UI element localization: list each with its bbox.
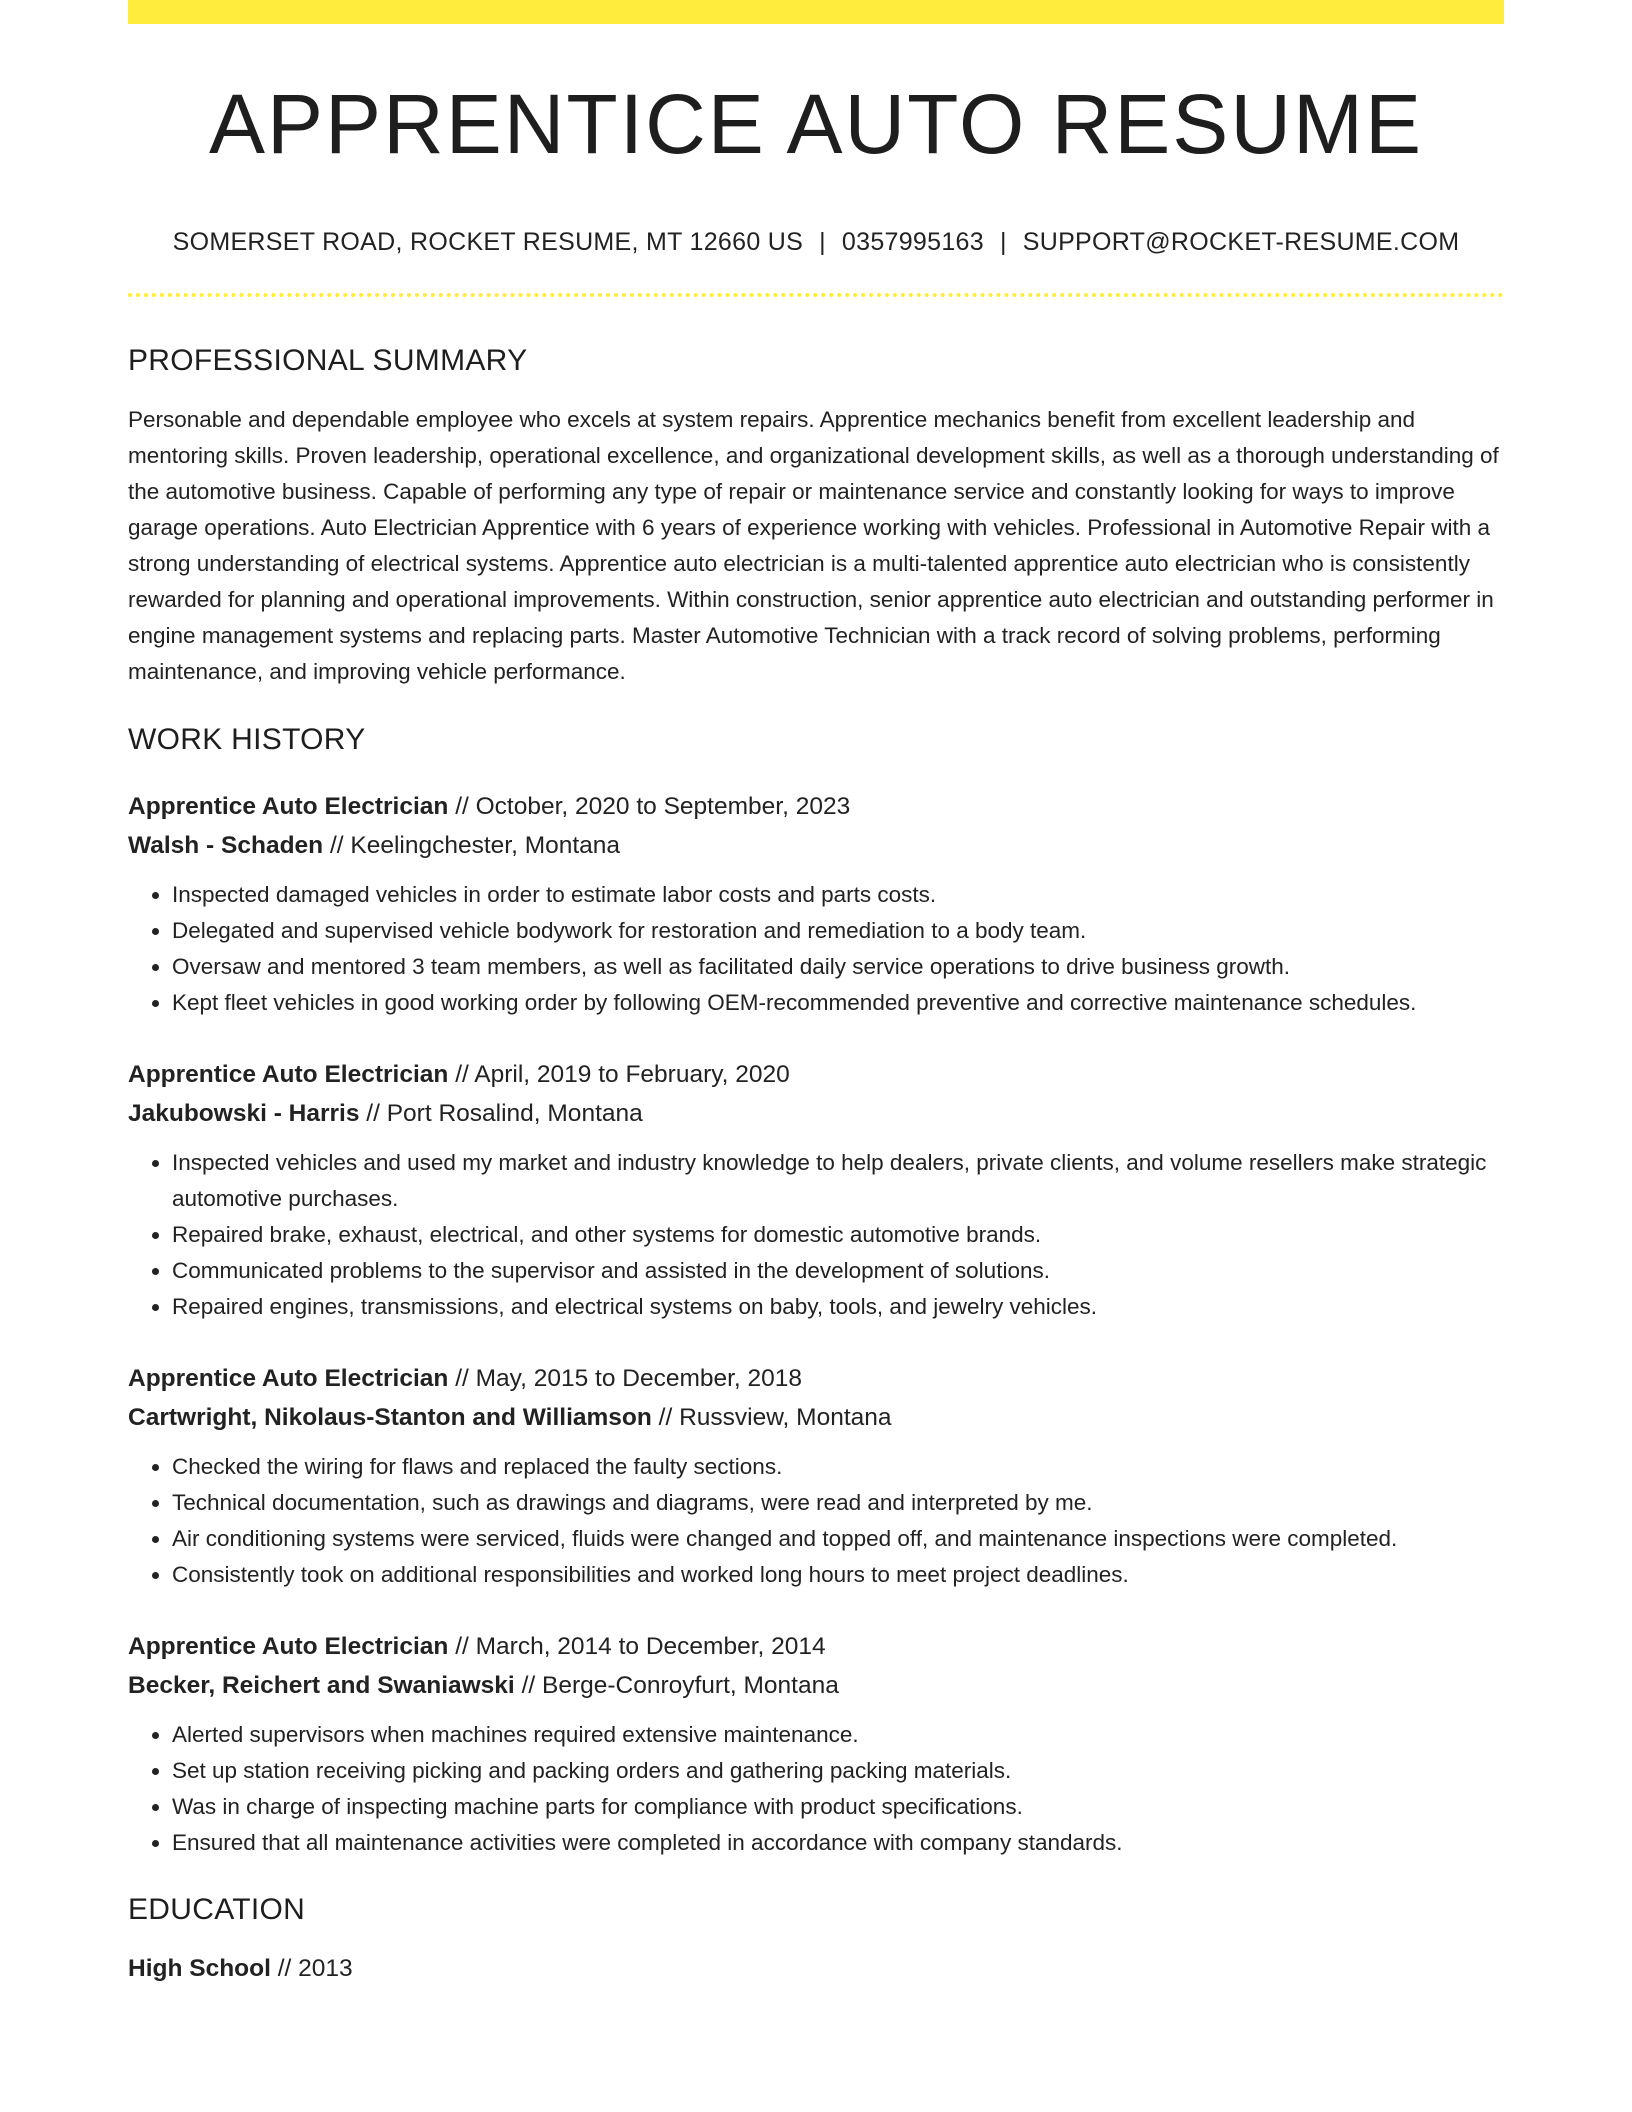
- resume-page: [128, 0, 1504, 1988]
- job-title: Apprentice Auto Electrician: [128, 793, 449, 820]
- job-bullet: • Consistently took on additional responsibilities and worked long hours to meet project deadlines.: [172, 1557, 1504, 1593]
- job-title-line: [128, 787, 1504, 826]
- job-bullet: • Communicated problems to the supervisor and assisted in the development of solutions.: [172, 1253, 1504, 1289]
- contact-line: [128, 228, 1504, 257]
- dotted-divider: [128, 293, 1504, 297]
- job-bullets: [128, 1449, 1504, 1593]
- resume-title: APPRENTICE AUTO RESUME: [208, 77, 1423, 171]
- contact-address: SOMERSET ROAD, ROCKET RESUME, MT 12660 US: [172, 228, 804, 256]
- job-bullet: • Set up station receiving picking and packing orders and gathering packing materials.: [172, 1753, 1504, 1789]
- job-title-line: [128, 1627, 1504, 1666]
- job-location: // Keelingchester, Montana: [329, 832, 621, 859]
- job-company-line: [128, 1094, 1504, 1133]
- contact-separator: |: [999, 228, 1007, 256]
- job-bullet: • Repaired engines, transmissions, and electrical systems on baby, tools, and jewelry vehicles.: [172, 1289, 1504, 1325]
- job-entry: [128, 1055, 1504, 1325]
- education-heading: EDUCATION: [128, 1893, 306, 1926]
- job-title-line: [128, 1359, 1504, 1398]
- job-bullet: • Inspected damaged vehicles in order to estimate labor costs and parts costs.: [172, 877, 1504, 913]
- job-entry: [128, 787, 1504, 1021]
- education-entry: [128, 1949, 1504, 1988]
- education-degree: High School: [128, 1955, 271, 1982]
- job-bullets: [128, 1717, 1504, 1861]
- job-title: Apprentice Auto Electrician: [128, 1633, 449, 1660]
- job-bullet: • Inspected vehicles and used my market and industry knowledge to help dealers, private clients, and volume resellers make strategic automotive purchases.: [172, 1145, 1504, 1217]
- summary-heading: PROFESSIONAL SUMMARY: [128, 344, 528, 377]
- job-title: Apprentice Auto Electrician: [128, 1365, 449, 1392]
- summary-text: Personable and dependable employee who excels at system repairs. Apprentice mechanics benefit from excellent leadership and mentoring skills. Proven leadership, operational excellence, and organizational development skills, as well as a thorough understanding of the automotive business. Capable of performing any type of repair or maintenance service and constantly looking for ways to improve garage operations. Auto Electrician Apprentice with 6 years of experience working with vehicles. Professional in Automotive Repair with a strong understanding of electrical systems. Apprentice auto electrician is a multi-talented apprentice auto electrician who is consistently rewarded for planning and operational improvements. Within construction, senior apprentice auto electrician and outstanding performer in engine management systems and replacing parts. Master Automotive Technician with a track record of solving problems, performing maintenance, and improving vehicle performance.: [128, 407, 1499, 684]
- job-bullet: • Ensured that all maintenance activities were completed in accordance with company standards.: [172, 1825, 1504, 1861]
- job-bullets: [128, 1145, 1504, 1325]
- job-location: // Berge-Conroyfurt, Montana: [521, 1672, 839, 1699]
- job-bullet: • Was in charge of inspecting machine parts for compliance with product specifications.: [172, 1789, 1504, 1825]
- job-company: Becker, Reichert and Swaniawski: [128, 1672, 515, 1699]
- contact-email[interactable]: SUPPORT@ROCKET-RESUME.COM: [1022, 228, 1460, 256]
- job-bullet: • Alerted supervisors when machines required extensive maintenance.: [172, 1717, 1504, 1753]
- job-location: // Russview, Montana: [658, 1404, 892, 1431]
- job-dates: // May, 2015 to December, 2018: [455, 1365, 803, 1392]
- job-company: Jakubowski - Harris: [128, 1100, 360, 1127]
- job-company: Cartwright, Nikolaus-Stanton and Williamson: [128, 1404, 652, 1431]
- accent-top-bar: [128, 0, 1504, 24]
- job-company-line: [128, 1398, 1504, 1437]
- job-bullet: • Technical documentation, such as drawings and diagrams, were read and interpreted by me.: [172, 1485, 1504, 1521]
- job-location: // Port Rosalind, Montana: [366, 1100, 643, 1127]
- job-bullet: • Oversaw and mentored 3 team members, as well as facilitated daily service operations to drive business growth.: [172, 949, 1504, 985]
- job-bullet: • Delegated and supervised vehicle bodywork for restoration and remediation to a body team.: [172, 913, 1504, 949]
- job-dates: // April, 2019 to February, 2020: [455, 1061, 790, 1088]
- job-bullet: • Checked the wiring for flaws and replaced the faulty sections.: [172, 1449, 1504, 1485]
- job-entry: [128, 1627, 1504, 1861]
- work-history-heading: WORK HISTORY: [128, 723, 366, 756]
- job-bullet: • Repaired brake, exhaust, electrical, and other systems for domestic automotive brands.: [172, 1217, 1504, 1253]
- job-bullet: • Kept fleet vehicles in good working order by following OEM-recommended preventive and corrective maintenance schedules.: [172, 985, 1504, 1021]
- job-title-line: [128, 1055, 1504, 1094]
- job-bullets: [128, 877, 1504, 1021]
- contact-separator: |: [819, 228, 826, 256]
- work-history-list: [128, 787, 1504, 1861]
- job-bullet: • Air conditioning systems were serviced, fluids were changed and topped off, and maintenance inspections were completed.: [172, 1521, 1504, 1557]
- job-company-line: [128, 826, 1504, 865]
- job-title: Apprentice Auto Electrician: [128, 1061, 449, 1088]
- contact-phone[interactable]: 0357995163: [841, 228, 984, 256]
- job-company-line: [128, 1666, 1504, 1705]
- job-dates: // October, 2020 to September, 2023: [455, 793, 851, 820]
- job-entry: [128, 1359, 1504, 1593]
- job-dates: // March, 2014 to December, 2014: [455, 1633, 826, 1660]
- job-company: Walsh - Schaden: [128, 832, 324, 859]
- education-year: // 2013: [277, 1955, 353, 1982]
